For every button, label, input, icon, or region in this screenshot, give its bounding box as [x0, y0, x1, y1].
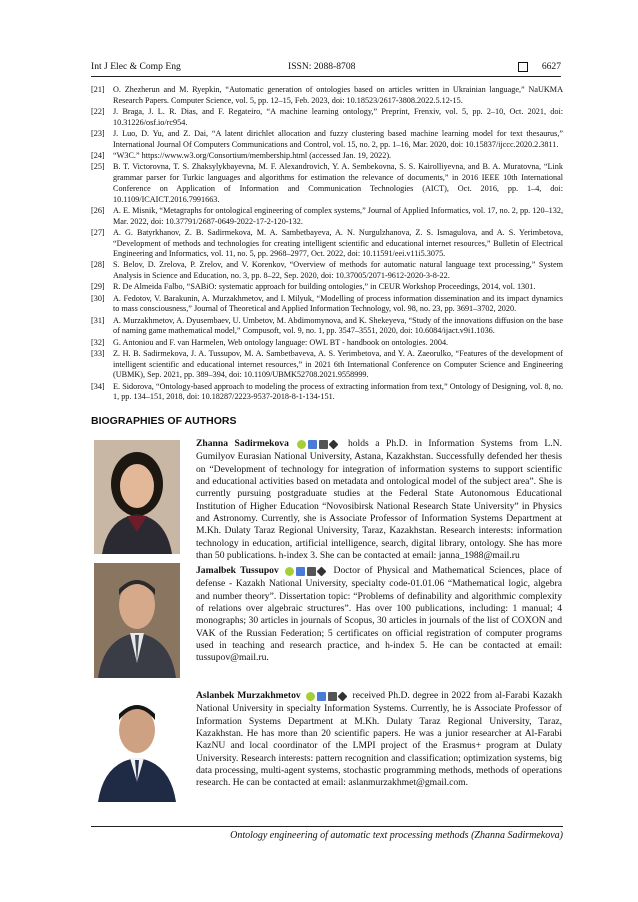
reference-number: [25]	[91, 162, 105, 172]
reference-item	[91, 338, 563, 349]
publons-icon[interactable]	[329, 440, 339, 450]
portrait-image	[94, 690, 180, 802]
footer-title: Ontology engineering of automatic text processing methods (Zhanna Sadirmekova)	[230, 830, 563, 841]
reference-number: [33]	[91, 348, 105, 358]
reference-item	[91, 129, 563, 151]
author-bio	[196, 565, 562, 665]
reference-item	[91, 151, 563, 162]
scopus-icon[interactable]	[319, 440, 328, 449]
scholar-icon[interactable]	[308, 440, 317, 449]
reference-text: E. Sidorova, “Ontology-based approach to modeling the process of extracting information from text,” Ontology of Designing, vol. 8, no. 1, pp. 134–151, 2018, doi: 10.18287/2223-9537-2018-8-1-134-151.	[113, 381, 563, 402]
reference-text: S. Belov, D. Zrelova, P. Zrelov, and V. Korenkov, “Overview of methods for automatic natural language text processing,” System Analysis in Science and Education, no. 3, pp. 8–22, Sep. 2020, doi: 10.37005/2071-9612-2020-3-8-22.	[113, 260, 563, 281]
author-photo	[94, 440, 180, 554]
reference-text: R. De Almeida Falbo, “SABiO: systematic approach for building ontologies,” in CEUR Workshop Proceedings, 2014, vol. 1301.	[113, 282, 536, 292]
scholar-icon[interactable]	[296, 567, 305, 576]
reference-text: A. G. Batyrkhanov, Z. B. Sadirmekova, M. A. Sambetbayeva, A. N. Nurgulzhanova, Z. S. Ismagulova, and A. S. Yerimbetova, “Development of methods and technologies for creating intelligent scientific and educational internet resources,” Bulletin of Electrical Engineering and Informatics, vol. 11, no. 5, pp. 2968–2977, Oct. 2022, doi: 10.11591/eei.v11i5.3075.	[113, 227, 563, 259]
page-number: 6627	[541, 61, 561, 72]
orcid-icon[interactable]	[285, 567, 294, 576]
author-name: Jamalbek Tussupov	[196, 565, 279, 576]
reference-item	[91, 85, 563, 107]
reference-number: [26]	[91, 205, 105, 215]
page-header	[91, 60, 561, 77]
reference-item	[91, 162, 563, 205]
reference-text: “W3C.” https://www.w3.org/Consortium/membership.html (accessed Jan. 19, 2022).	[113, 150, 392, 160]
reference-item	[91, 206, 563, 228]
author-description: Doctor of Physical and Mathematical Sciences, place of defense - Kazakh National University, specialty code-01.01.06 “Mathematical logic, algebra and number theory”. Dissertation topic: “Problems of definability and algorithmic complexity of relations over algebraic structures”. Has over 100 publications, including: 1 manual; 4 monographs; 30 articles in journals of Scopus, 30 articles in journals of the list of COXON and VAK of the Russian Federation; 5 certificates on official registration of computer programs used in teaching and research practice, and h-index 5. He can be contacted at email: tussupov@mail.ru.	[196, 565, 563, 664]
page-footer	[91, 826, 563, 841]
author-description: holds a Ph.D. in Information Systems from L.N. Gumilyov Eurasian National University, Astana, Kazakhstan. Successfully defended her thesis on “Development of technology for integration of information systems to support scientific and educational activities based on metadata and ontological model of the subject area”. She is currently pursuing postgraduate studies at the Federal State Autonomous Educational Institution of Higher Education “Novosibirsk National Research State University” in Physics and Astronomy. Currently, she is Associate Professor of Information Systems Department at M.Kh. Dulaty Taraz Regional University, Taraz, Kazakhstan. Research interests: information technology in education, artificial intelligence, search, digital library, ontology. She has more than 50 publications. h-index 3. She can be contacted at email: janna_1988@mail.ru	[196, 438, 563, 562]
reference-number: [34]	[91, 381, 105, 391]
scholar-icon[interactable]	[317, 692, 326, 701]
journal-name: Int J Elec & Comp Eng	[91, 61, 181, 72]
reference-item	[91, 228, 563, 260]
reference-item	[91, 282, 563, 293]
reference-number: [27]	[91, 227, 105, 237]
orcid-icon[interactable]	[306, 692, 315, 701]
reference-number: [30]	[91, 293, 105, 303]
reference-number: [32]	[91, 337, 105, 347]
reference-number: [21]	[91, 85, 105, 94]
checkbox-icon	[518, 62, 528, 72]
author-name: Zhanna Sadirmekova	[196, 438, 289, 449]
author-description: received Ph.D. degree in 2022 from al-Farabi Kazakh National University in specialty Information Systems. Currently, he is Associate Professor of Information Systems Department at M.Kh. Dulaty Taraz Regional University, Taraz, Kazakhstan. He has more than 20 scientific papers. He was a junior researcher at Al-Farabi KazNU and local coordinator of the LMPI project of the Erasmus+ program at Dulaty University. Research interests: pattern recognition and classification; optimization systems, big data processing, multi-agent systems, stochastic programming methods, methods of operations research. He can be contacted at email: aslanmurzakhmet@gmail.com.	[196, 690, 562, 789]
reference-number: [22]	[91, 106, 105, 116]
scopus-icon[interactable]	[307, 567, 316, 576]
reference-item	[91, 316, 563, 338]
reference-item	[91, 107, 563, 129]
author-bio	[196, 690, 562, 790]
author-bio	[196, 438, 562, 562]
author-photo	[94, 563, 180, 678]
scopus-icon[interactable]	[328, 692, 337, 701]
issn: ISSN: 2088-8708	[288, 61, 356, 72]
reference-number: [29]	[91, 282, 105, 292]
reference-text: A. Murzakhmetov, A. Dyusembaev, U. Umbetov, M. Abdimomynova, and K. Shekeyeva, “Study of the innovations diffusion on the base of naming game mathematical model,” Compusoft, vol. 9, no. 1, pp. 3547–3551, 2020, doi: 10.6084/ijact.v9i1.1036.	[113, 315, 563, 336]
reference-list	[91, 85, 563, 404]
portrait-image	[94, 440, 180, 554]
publons-icon[interactable]	[337, 692, 347, 702]
reference-text: O. Zhezherun and M. Ryepkin, “Automatic generation of ontologies based on articles written in Ukrainian language,” NaUKMA Research Papers. Computer Science, vol. 5, pp. 12–15, Feb. 2023, doi: 10.18523/2617-3808.2022.5.12-15.	[113, 85, 563, 105]
reference-text: G. Antoniou and F. van Harmelen, Web ontology language: OWL BT - handbook on ontologies. 2004.	[113, 337, 449, 347]
portrait-image	[94, 563, 180, 678]
reference-text: J. Luo, D. Yu, and Z. Dai, “A latent dirichlet allocation and fuzzy clustering based machine learning model for text thesaurus,” International Journal Of Computers Communications and Control, vol. 15, no. 2, pp. 1–16, Mar. 2020, doi: 10.15837/ijccc.2020.2.3811.	[113, 128, 563, 149]
reference-number: [28]	[91, 260, 105, 270]
reference-text: A. E. Misnik, “Metagraphs for ontological engineering of complex systems,” Journal of Applied Informatics, vol. 17, no. 2, pp. 120–132, Mar. 2022, doi: 10.37791/2687-0649-2022-17-2-120-132.	[113, 205, 563, 226]
reference-text: J. Braga, J. L. R. Dias, and F. Regateiro, “A machine learning ontology,” Preprint, Frenxiv, vol. 5, pp. 2–10, Oct. 2021, doi: 10.31226/osf.io/rc954.	[113, 106, 563, 127]
author-name: Aslanbek Murzakhmetov	[196, 690, 301, 701]
reference-item	[91, 382, 563, 404]
reference-text: B. T. Victorovna, T. S. Zhaksylykbayevna, M. F. Alexandrovich, Y. A. Sembekovna, S. S. Kairolliyevna, and B. A. Muratovna, “Link grammar parser for Turkic languages and algorithms for estimation the relevance of documents,” in 2016 IEEE 10th International Conference on Application of Information and Communication Technologies (AICT), Oct. 2016, pp. 1–4, doi: 10.1109/ICAICT.2016.7991663.	[113, 162, 563, 204]
reference-number: [31]	[91, 315, 105, 325]
reference-number: [23]	[91, 128, 105, 138]
reference-text: Z. H. B. Sadirmekova, J. A. Tussupov, M. A. Sambetbaveva, A. S. Yerimbetova, and Y. A. Zaeorulko, “Features of the development of intelligent scientific and educational internet resources,” in 2021 6th International Conference on Computer Science and Engineering (UBMK), Sep. 2021, pp. 389–394, doi: 10.1109/UBMK52708.2021.9558999.	[113, 348, 563, 380]
reference-item	[91, 349, 563, 381]
author-photo	[94, 690, 180, 802]
reference-number: [24]	[91, 150, 105, 160]
reference-item	[91, 294, 563, 316]
reference-text: A. Fedotov, V. Barakunin, A. Murzakhmetov, and I. Milyuk, “Modelling of process information dissemination and its impact dynamics to mass consciousness,” Journal of Theoretical and Applied Information Technology, vol. 98, no. 23, pp. 3691–3702, 2020.	[113, 293, 563, 314]
reference-item	[91, 260, 563, 282]
section-heading: BIOGRAPHIES OF AUTHORS	[91, 415, 237, 427]
orcid-icon[interactable]	[297, 440, 306, 449]
publons-icon[interactable]	[317, 567, 327, 577]
